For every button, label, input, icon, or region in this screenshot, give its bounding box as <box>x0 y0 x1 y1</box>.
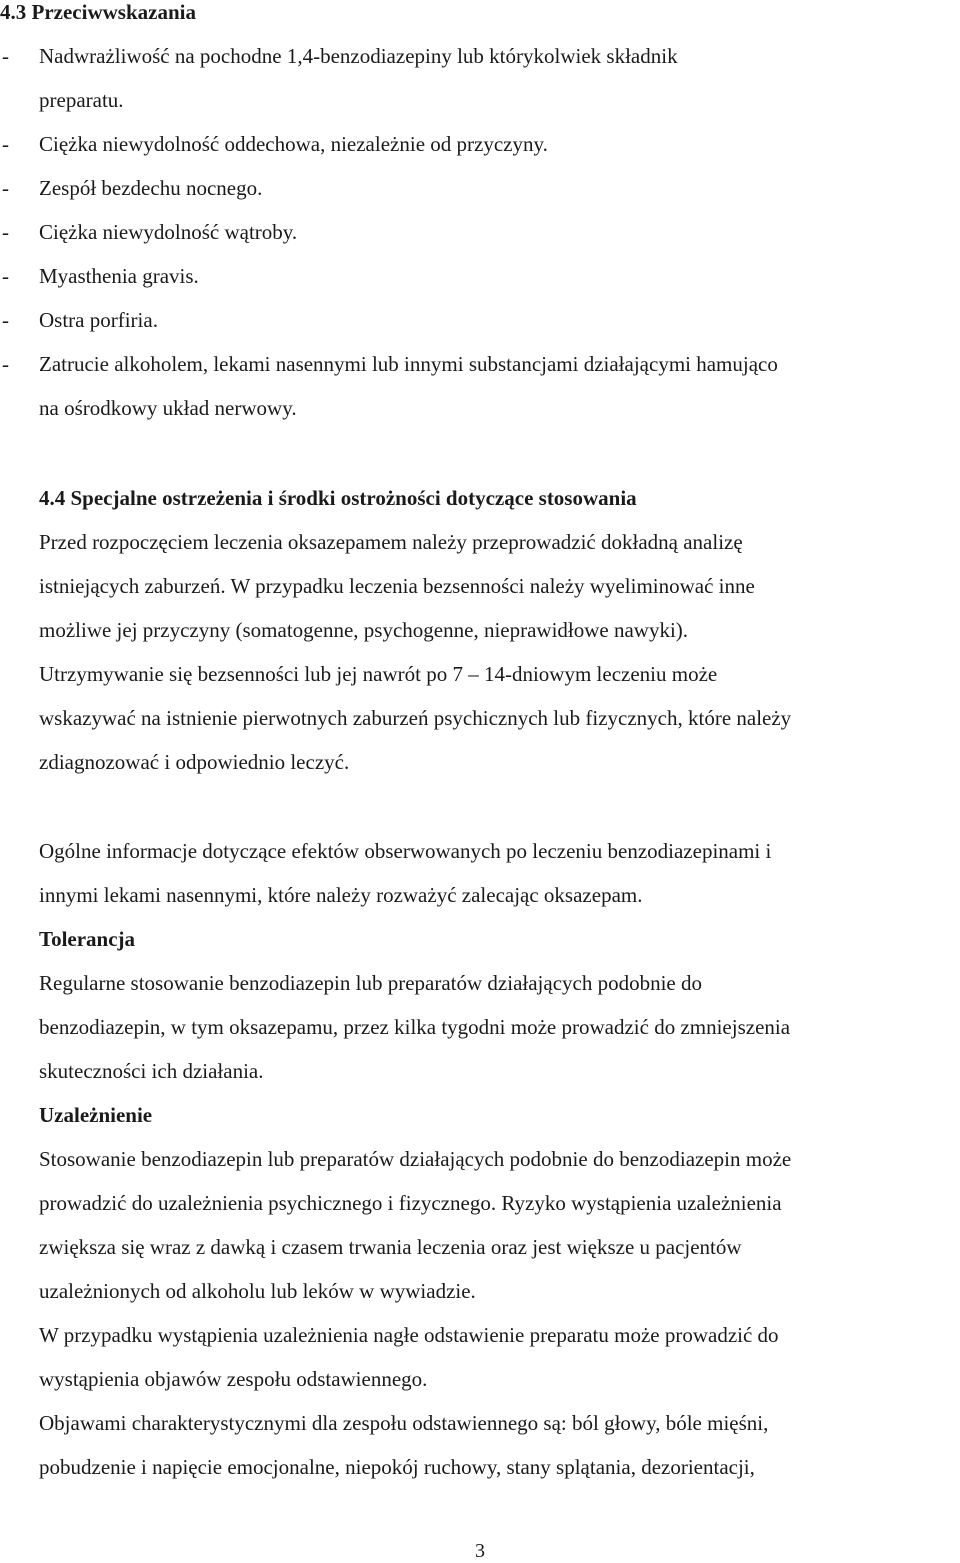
contraindication-item <box>0 34 960 122</box>
list-dash: - <box>2 264 9 288</box>
list-dash: - <box>2 132 9 156</box>
contraindication-item <box>0 342 960 430</box>
section-4-3 <box>0 0 960 430</box>
paragraph-line: skuteczności ich działania. <box>39 1059 264 1083</box>
paragraph-line: Przed rozpoczęciem leczenia oksazepamem należy przeprowadzić dokładną analizę <box>39 530 743 554</box>
contraindication-item <box>0 210 960 254</box>
list-dash: - <box>2 44 9 68</box>
paragraph-line: wskazywać na istnienie pierwotnych zaburzeń psychicznych lub fizycznych, które należy <box>39 706 792 730</box>
section-4-4-continued <box>0 829 960 1489</box>
paragraph-line: innymi lekami nasennymi, które należy rozważyć zalecając oksazepam. <box>39 883 643 907</box>
list-item-text: preparatu. <box>39 88 124 112</box>
paragraph-line: W przypadku wystąpienia uzależnienia nagłe odstawienie preparatu może prowadzić do <box>39 1323 779 1347</box>
section-heading: 4.4 Specjalne ostrzeżenia i środki ostrożności dotyczące stosowania <box>39 486 637 510</box>
section-4-4 <box>0 476 960 784</box>
paragraph-line: uzależnionych od alkoholu lub leków w wywiadzie. <box>39 1279 476 1303</box>
paragraph-line: prowadzić do uzależnienia psychicznego i fizycznego. Ryzyko wystąpienia uzależnienia <box>39 1191 782 1215</box>
list-item-text: Myasthenia gravis. <box>39 264 199 288</box>
contraindication-item <box>0 166 960 210</box>
page-number: 3 <box>475 1540 485 1562</box>
list-dash: - <box>2 176 9 200</box>
paragraph-line: Utrzymywanie się bezsenności lub jej nawrót po 7 – 14-dniowym leczeniu może <box>39 662 718 686</box>
paragraph-line: Objawami charakterystycznymi dla zespołu odstawiennego są: ból głowy, bóle mięśni, <box>39 1411 769 1435</box>
paragraph-line: Stosowanie benzodiazepin lub preparatów działających podobnie do benzodiazepin może <box>39 1147 792 1171</box>
paragraph-line: zwiększa się wraz z dawką i czasem trwania leczenia oraz jest większe u pacjentów <box>39 1235 742 1259</box>
list-item-text: na ośrodkowy układ nerwowy. <box>39 396 297 420</box>
paragraph-line: Regularne stosowanie benzodiazepin lub preparatów działających podobnie do <box>39 971 703 995</box>
paragraph-general-info <box>0 829 960 917</box>
section-heading: 4.3 Przeciwwskazania <box>0 0 196 24</box>
paragraph-dependence <box>0 1137 960 1489</box>
list-item-text: Ostra porfiria. <box>39 308 158 332</box>
list-dash: - <box>2 352 9 376</box>
subheading-tolerance: Tolerancja <box>39 927 136 951</box>
paragraph-line: możliwe jej przyczyny (somatogenne, psychogenne, nieprawidłowe nawyki). <box>39 618 689 642</box>
paragraph-line: Ogólne informacje dotyczące efektów obserwowanych po leczeniu benzodiazepinami i <box>39 839 772 863</box>
list-dash: - <box>2 220 9 244</box>
list-item-text: Ciężka niewydolność oddechowa, niezależnie od przyczyny. <box>39 132 548 156</box>
contraindication-item <box>0 122 960 166</box>
list-dash: - <box>2 308 9 332</box>
paragraph-line: zdiagnozować i odpowiednio leczyć. <box>39 750 350 774</box>
contraindication-item <box>0 254 960 298</box>
contraindication-item <box>0 298 960 342</box>
list-item-text: Nadwrażliwość na pochodne 1,4-benzodiazepiny lub którykolwiek składnik <box>39 44 678 68</box>
list-item-text: Zatrucie alkoholem, lekami nasennymi lub innymi substancjami działającymi hamująco <box>39 352 778 376</box>
list-item-text: Ciężka niewydolność wątroby. <box>39 220 298 244</box>
paragraph-tolerance <box>0 961 960 1093</box>
paragraph-line: istniejących zaburzeń. W przypadku leczenia bezsenności należy wyeliminować inne <box>39 574 755 598</box>
paragraph-line: benzodiazepin, w tym oksazepamu, przez kilka tygodni może prowadzić do zmniejszenia <box>39 1015 791 1039</box>
paragraph-analysis <box>0 520 960 784</box>
paragraph-line: pobudzenie i napięcie emocjonalne, niepokój ruchowy, stany splątania, dezorientacji, <box>39 1455 755 1479</box>
paragraph-line: wystąpienia objawów zespołu odstawiennego. <box>39 1367 428 1391</box>
list-item-text: Zespół bezdechu nocnego. <box>39 176 263 200</box>
subheading-dependence: Uzależnienie <box>39 1103 153 1127</box>
